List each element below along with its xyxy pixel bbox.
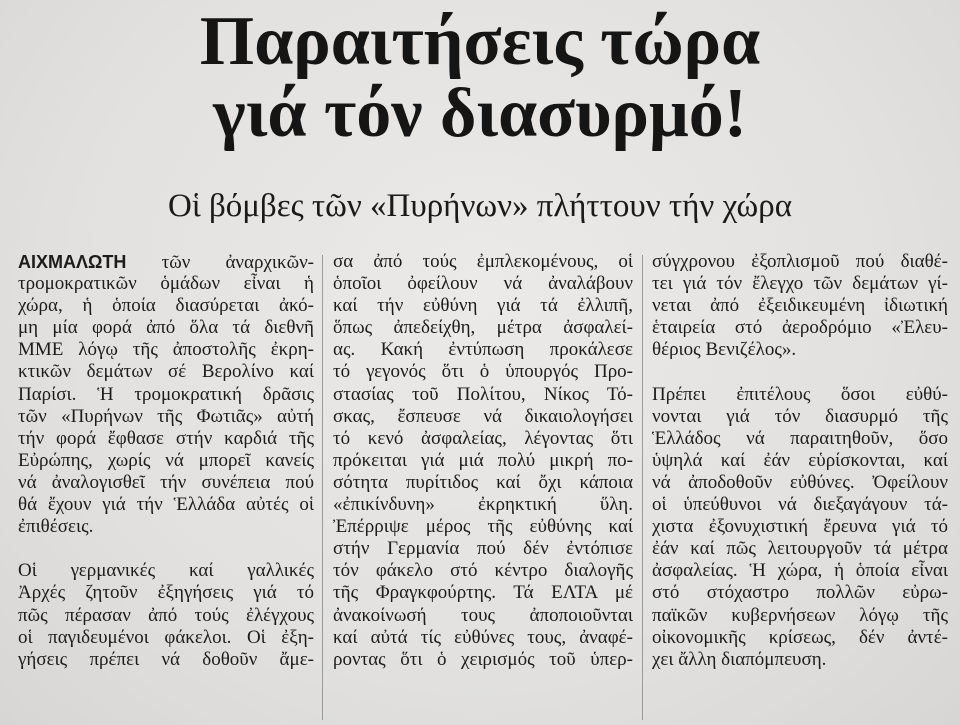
article-line	[333, 428, 633, 450]
article-line	[333, 560, 633, 582]
article-line-text: τόν φάκελο στό κέντρο διαλογῆς	[333, 560, 633, 582]
article-line	[333, 649, 633, 671]
article-column-3	[652, 251, 948, 671]
article-line	[333, 295, 633, 317]
article-line-text: τῶν ἀναρχικῶν-	[126, 252, 314, 273]
article-line	[652, 649, 948, 671]
article-line	[652, 516, 948, 538]
article-line-text: νονται γιά τόν διασυρμό τῆς	[652, 405, 948, 427]
article-line	[652, 273, 948, 295]
article-line	[333, 450, 633, 472]
headline-line-2: γιά τόν διασυρμό!	[212, 75, 748, 152]
article-line-text: τρομοκρατικῶν ὁμάδων εἶναι ἡ	[18, 273, 314, 295]
article-line-text: χιστα ἐξονυχιστική ἔρευνα γιά τό	[652, 516, 948, 538]
article-line-text: γήσεις πρέπει νά δοθοῦν ἄμε-	[18, 648, 314, 670]
article-column-1	[18, 251, 314, 671]
article-line-text: Παρίσι. Ἡ τρομοκρατική δρᾶσις	[18, 383, 314, 405]
article-line	[18, 516, 314, 538]
column-rule-1	[322, 255, 323, 720]
article-line-text: σύγχρονου ἐξοπλισμοῦ πού διαθέ-	[652, 251, 948, 272]
article-line-text: καί αὐτά τίς εὐθύνες τους, ἀναφέ-	[333, 626, 633, 648]
article-line-text: ὁποῖοι ὀφείλουν νά ἀναλάβουν	[333, 273, 633, 295]
article-line-text: τήν φορά ἔφθασε στήν καρδιά τῆς	[18, 427, 314, 449]
article-line	[18, 273, 314, 295]
article-line	[652, 538, 948, 560]
article-line	[333, 273, 633, 295]
article-line	[652, 450, 948, 472]
article-line	[18, 560, 314, 582]
article-line-text: τῆς Φραγκφούρτης. Τά ΕΛΤΑ μέ	[333, 582, 633, 604]
article-line-text: πῶς πέρασαν ἀπό τούς ἐλέγχους	[18, 604, 314, 626]
article-line-text: ἀνακοίνωσή τους ἀποποιοῦνται	[333, 604, 633, 626]
article-line-text: Εὐρώπης, χωρίς νά μπορεῖ κανείς	[18, 449, 314, 471]
article-line	[333, 538, 633, 560]
article-line	[18, 450, 314, 472]
article-line-text: τῶν «Πυρήνων τῆς Φωτιᾶς» αὐτή	[18, 405, 314, 427]
article-line	[18, 251, 314, 273]
article-line-text: χώρα, ἡ ὁποία διασύρεται ἀκό-	[18, 295, 314, 317]
article-line-text: σκας, ἔσπευσε νά δικαιολογήσει	[333, 405, 633, 427]
article-line	[652, 627, 948, 649]
headline	[0, 3, 960, 152]
article-line	[18, 295, 314, 317]
article-line-text: ἐάν καί πῶς λειτουργοῦν τά μέτρα	[652, 538, 948, 560]
article-line	[333, 494, 633, 516]
article-line-text: ροντας ὅτι ὁ χειρισμός τοῦ ὑπερ-	[333, 648, 633, 670]
article-line-text: οἱ ὑπεύθυνοι νά διεξαγάγουν τά-	[652, 494, 948, 516]
article-line-text: ἑταιρεία στό ἀεροδρόμιο «Ἐλευ-	[652, 317, 948, 339]
article-line-text: ας. Κακή ἐντύπωση προκάλεσε	[333, 339, 633, 361]
article-line	[652, 428, 948, 450]
article-line	[18, 627, 314, 649]
article-line-text: ὅπως ἀπεδείχθη, μέτρα ἀσφαλεί-	[333, 317, 633, 339]
article-line-text: ἀσφαλείας. Ἡ χώρα, ἡ ὁποία εἶναι	[652, 560, 948, 582]
article-line-text: οἱ παγιδευμένοι φάκελοι. Οἱ ἐξη-	[18, 626, 314, 648]
lead-word: ΑΙΧΜΑΛΩΤΗ	[18, 252, 127, 272]
article-line-text: νά ἀποδοθοῦν εὐθύνες. Ὀφείλουν	[652, 471, 948, 493]
article-line-text: παϊκῶν κυβερνήσεων λόγῳ τῆς	[652, 604, 948, 626]
article-line	[652, 406, 948, 428]
article-line-text: στήν Γερμανία πού δέν ἐντόπισε	[333, 538, 633, 560]
article-line	[18, 605, 314, 627]
article-line-text: οἰκονομικῆς κρίσεως, δέν ἀντέ-	[652, 626, 948, 648]
article-line-text: τό κενό ἀσφαλείας, λέγοντας ὅτι	[333, 427, 633, 449]
article-line	[18, 317, 314, 339]
article-line-text: «ἐπικίνδυνη» ἐκρηκτική ὕλη.	[333, 494, 633, 516]
article-line-text: πρόκειται γιά μιά πολύ μικρή πο-	[333, 449, 633, 471]
paragraph-gap	[652, 361, 948, 383]
article-line	[652, 582, 948, 604]
article-line	[333, 317, 633, 339]
article-line-text: Ἑλλάδος νά παραιτηθοῦν, ὅσο	[652, 427, 948, 449]
article-line-text: χει ἄλλη διαπόμπευση.	[652, 648, 827, 670]
article-line-text: Ἐπέρριψε μέρος τῆς εὐθύνης καί	[333, 516, 633, 538]
article-line	[333, 406, 633, 428]
article-line	[18, 361, 314, 383]
article-line	[333, 361, 633, 383]
article-line	[18, 428, 314, 450]
article-line	[18, 339, 314, 361]
article-line	[652, 472, 948, 494]
article-line	[333, 605, 633, 627]
article-line	[18, 582, 314, 604]
article-column-2	[333, 251, 633, 671]
article-line-text: μη μία φορά ἀπό ὅλα τά διεθνῆ	[18, 317, 314, 339]
article-line	[652, 295, 948, 317]
article-line	[18, 472, 314, 494]
column-rule-2	[642, 255, 643, 720]
article-line-text: θέριος Βενιζέλος».	[652, 339, 797, 361]
article-line	[18, 384, 314, 406]
paragraph-gap	[18, 538, 314, 560]
article-line	[652, 560, 948, 582]
article-line-text: τει γιά τόν ἔλεγχο τῶν δεμάτων γί-	[652, 273, 948, 295]
article-line-text: θά ἔχουν γιά τήν Ἑλλάδα αὐτές οἱ	[18, 494, 314, 516]
headline-line-1: Παραιτήσεις τώρα	[199, 3, 761, 80]
article-line-text: στό στόχαστρο πολλῶν εὐρω-	[652, 582, 948, 604]
article-line	[333, 251, 633, 273]
article-line-text: σότητα πυρίτιδος καί ὄχι κάποια	[333, 471, 633, 493]
article-line	[333, 472, 633, 494]
article-line	[652, 384, 948, 406]
article-line	[18, 406, 314, 428]
article-line-text: σα ἀπό τούς ἐμπλεκομένους, οἱ	[333, 251, 633, 272]
article-line	[333, 384, 633, 406]
article-line-text: καί τήν εὐθύνη γιά τά ἐλλιπῆ,	[333, 295, 633, 317]
article-line	[652, 251, 948, 273]
article-line-text: Πρέπει ἐπιτέλους ὅσοι εὐθύ-	[652, 383, 948, 405]
article-line-text: στασίας τοῦ Πολίτου, Νίκος Τό-	[333, 383, 633, 405]
article-line	[652, 317, 948, 339]
subheadline: Οἱ βόμβες τῶν «Πυρήνων» πλήττουν τήν χώρα	[167, 188, 793, 224]
article-line-text: Ἀρχές ζητοῦν ἐξηγήσεις γιά τό	[18, 582, 314, 604]
article-line-text: ὑψηλά καί ἐάν εὑρίσκονται, καί	[652, 449, 948, 471]
article-line	[333, 516, 633, 538]
article-line-text: νά ἀναλογισθεῖ τήν συνέπεια πού	[18, 471, 314, 493]
article-line	[652, 605, 948, 627]
article-line-text: ΜΜΕ λόγῳ τῆς ἀποστολῆς ἐκρη-	[18, 339, 314, 361]
article-line-text: κτικῶν δεμάτων σέ Βερολίνο καί	[18, 361, 314, 383]
article-line	[652, 339, 948, 361]
article-line-text: ἐπιθέσεις.	[18, 516, 94, 538]
article-line-text: νεται ἀπό ἐξειδικευμένη ἰδιωτική	[652, 295, 948, 317]
article-line-text: Οἱ γερμανικές καί γαλλικές	[18, 560, 314, 582]
article-line-text: τό γεγονός ὅτι ὁ ὑπουργός Προ-	[333, 361, 633, 383]
article-line	[18, 494, 314, 516]
article-line	[652, 494, 948, 516]
article-line	[18, 649, 314, 671]
article-line	[333, 582, 633, 604]
article-line	[333, 339, 633, 361]
article-line	[333, 627, 633, 649]
